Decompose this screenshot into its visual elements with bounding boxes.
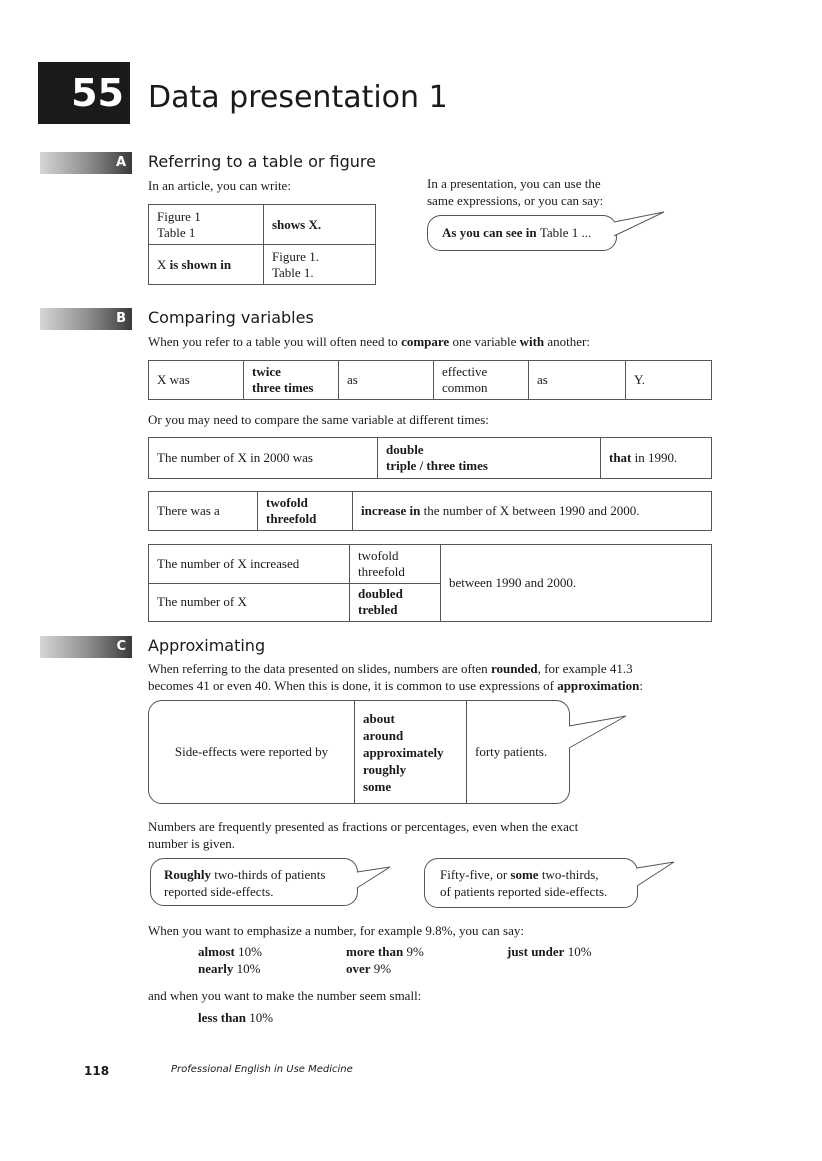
table-cell: as xyxy=(339,361,434,400)
table-cell: between 1990 and 2000. xyxy=(441,545,712,622)
table-a-cell xyxy=(264,245,376,285)
text-bold: just under xyxy=(507,944,565,959)
text-bold: some xyxy=(510,867,539,882)
text-line: number is given. xyxy=(148,836,236,851)
speech-bubble-tail xyxy=(634,858,678,892)
cell-text: the number of X between 1990 and 2000. xyxy=(420,503,640,518)
section-c-para-2 xyxy=(148,818,578,852)
speech-bubble-tail xyxy=(354,864,394,894)
section-c-para-3: When you want to emphasize a number, for example 9.8%, you can say: xyxy=(148,923,524,938)
approx-word: roughly xyxy=(363,762,407,777)
text: : xyxy=(639,678,643,693)
table-b4 xyxy=(148,544,712,622)
section-b-intro-2: Or you may need to compare the same variable at different times: xyxy=(148,412,489,427)
cell-line: twofold xyxy=(266,495,308,510)
text-line xyxy=(198,960,262,977)
table-cell: Y. xyxy=(626,361,712,400)
approx-word: about xyxy=(363,711,395,726)
unit-number: 55 xyxy=(38,62,130,124)
bubble-bold: As you can see in xyxy=(442,225,540,240)
cell-text: X xyxy=(157,256,170,272)
section-a-intro-right-1: In a presentation, you can use the xyxy=(427,176,601,191)
approx-word: approximately xyxy=(363,745,444,760)
speech-bubble-table xyxy=(148,700,570,804)
cell-line: trebled xyxy=(358,602,398,618)
divider xyxy=(354,701,355,803)
text-bold: more than xyxy=(346,944,404,959)
approx-word: around xyxy=(363,728,404,743)
emphasis-col-3 xyxy=(507,943,592,960)
table-cell xyxy=(350,583,441,622)
cell-line: threefold xyxy=(266,511,317,526)
table-cell xyxy=(378,438,601,479)
page-title: Data presentation 1 xyxy=(148,80,448,115)
table-cell xyxy=(353,492,712,531)
cell-line: Table 1 xyxy=(157,224,196,240)
text-bold: approximation xyxy=(557,678,640,693)
text: , for example 41.3 xyxy=(537,661,633,676)
section-a-intro-right-2: same expressions, or you can say: xyxy=(427,193,604,208)
cell-bold: is shown in xyxy=(169,256,232,272)
text: one variable xyxy=(449,334,520,349)
table-cell xyxy=(258,492,353,531)
text: 10% xyxy=(233,961,261,976)
text-line: reported side-effects. xyxy=(164,884,274,899)
speech-bubble-a xyxy=(427,215,617,251)
text-line xyxy=(164,866,357,883)
table-a-cell: shows X. xyxy=(264,205,376,245)
text-bold: compare xyxy=(401,334,450,349)
text-bold: Roughly xyxy=(164,867,211,882)
cell-line: common xyxy=(442,380,488,395)
section-c-heading: Approximating xyxy=(148,636,266,655)
table-cell: The number of X in 2000 was xyxy=(149,438,378,479)
text-line: of patients reported side-effects. xyxy=(440,884,608,899)
bubble-cell-right: forty patients. xyxy=(475,744,548,759)
text: When you refer to a table you will often need to xyxy=(148,334,402,349)
section-a-intro: In an article, you can write: xyxy=(148,178,291,193)
cell-bold: increase in xyxy=(361,503,421,518)
table-cell xyxy=(434,361,529,400)
section-a-heading: Referring to a table or figure xyxy=(148,152,376,171)
approx-word: some xyxy=(363,779,392,794)
text: 9% xyxy=(403,944,424,959)
text-bold: with xyxy=(519,334,545,349)
speech-bubble-tail xyxy=(612,208,668,244)
cell-line: three times xyxy=(252,380,314,395)
speech-bubble-tail xyxy=(566,710,630,754)
small-number-example xyxy=(198,1009,273,1026)
section-c-para-1 xyxy=(148,660,728,694)
table-cell: as xyxy=(529,361,626,400)
text: 9% xyxy=(370,961,392,976)
text: 10% xyxy=(564,944,592,959)
section-c-para-4: and when you want to make the number seem small: xyxy=(148,988,422,1003)
table-a xyxy=(148,204,376,285)
text-bold: over xyxy=(346,961,371,976)
table-a-cell xyxy=(149,205,264,245)
text-bold: almost xyxy=(198,944,235,959)
cell-line: doubled xyxy=(358,586,403,602)
text-bold: less than xyxy=(198,1010,247,1025)
cell-line: triple / three times xyxy=(386,458,488,473)
section-c-marker: C xyxy=(40,636,132,658)
cell-line: threefold xyxy=(358,563,405,579)
speech-bubble-some xyxy=(424,858,638,908)
book-title: Professional English in Use Medicine xyxy=(171,1064,353,1075)
text: two-thirds of patients xyxy=(210,867,326,882)
table-cell xyxy=(601,438,712,479)
section-b-intro xyxy=(148,333,590,350)
text: two-thirds, xyxy=(538,867,599,882)
text: When referring to the data presented on slides, numbers are often xyxy=(148,661,491,676)
text-line xyxy=(346,960,424,977)
bubble-cell-left: Side-effects were reported by xyxy=(174,744,329,759)
text-line xyxy=(148,660,728,677)
cell-line: twofold xyxy=(358,547,399,563)
text-bold: rounded xyxy=(490,661,538,676)
table-a-cell xyxy=(149,245,264,285)
section-b-marker: B xyxy=(40,308,132,330)
text: becomes 41 or even 40. When this is done, it is common to use expressions of xyxy=(148,678,558,693)
bubble-cell-mid xyxy=(363,710,444,795)
cell-text: in 1990. xyxy=(631,450,678,465)
emphasis-col-1 xyxy=(198,943,262,977)
text-line xyxy=(148,677,728,694)
emphasis-col-2 xyxy=(346,943,424,977)
table-b3 xyxy=(148,491,712,531)
cell-line: double xyxy=(386,442,424,457)
text-line xyxy=(198,943,262,960)
text-line xyxy=(346,943,424,960)
cell-line: Figure 1 xyxy=(157,208,201,224)
cell-line: Table 1. xyxy=(272,264,314,280)
bubble-text: Table 1 ... xyxy=(539,225,592,240)
section-a-marker: A xyxy=(40,152,132,174)
table-cell xyxy=(350,545,441,584)
page-number: 118 xyxy=(84,1064,110,1078)
text-line xyxy=(440,866,637,883)
text: 10% xyxy=(234,944,262,959)
text: 10% xyxy=(246,1010,274,1025)
cell-bold: that xyxy=(609,450,632,465)
table-b2 xyxy=(148,437,712,479)
cell-line: Figure 1. xyxy=(272,248,319,264)
table-cell: There was a xyxy=(149,492,258,531)
speech-bubble-roughly xyxy=(150,858,358,906)
section-b-heading: Comparing variables xyxy=(148,308,314,327)
table-b1 xyxy=(148,360,712,400)
text-line: Numbers are frequently presented as fractions or percentages, even when the exact xyxy=(148,819,579,834)
text: Fifty-five, or xyxy=(440,867,511,882)
table-cell: The number of X xyxy=(149,583,350,622)
table-cell xyxy=(244,361,339,400)
cell-line: effective xyxy=(442,364,488,379)
text-line xyxy=(507,943,592,960)
text: another: xyxy=(544,334,590,349)
divider xyxy=(466,701,467,803)
table-cell: The number of X increased xyxy=(149,545,350,584)
table-cell: X was xyxy=(149,361,244,400)
text-bold: nearly xyxy=(198,961,234,976)
cell-line: twice xyxy=(252,364,281,379)
